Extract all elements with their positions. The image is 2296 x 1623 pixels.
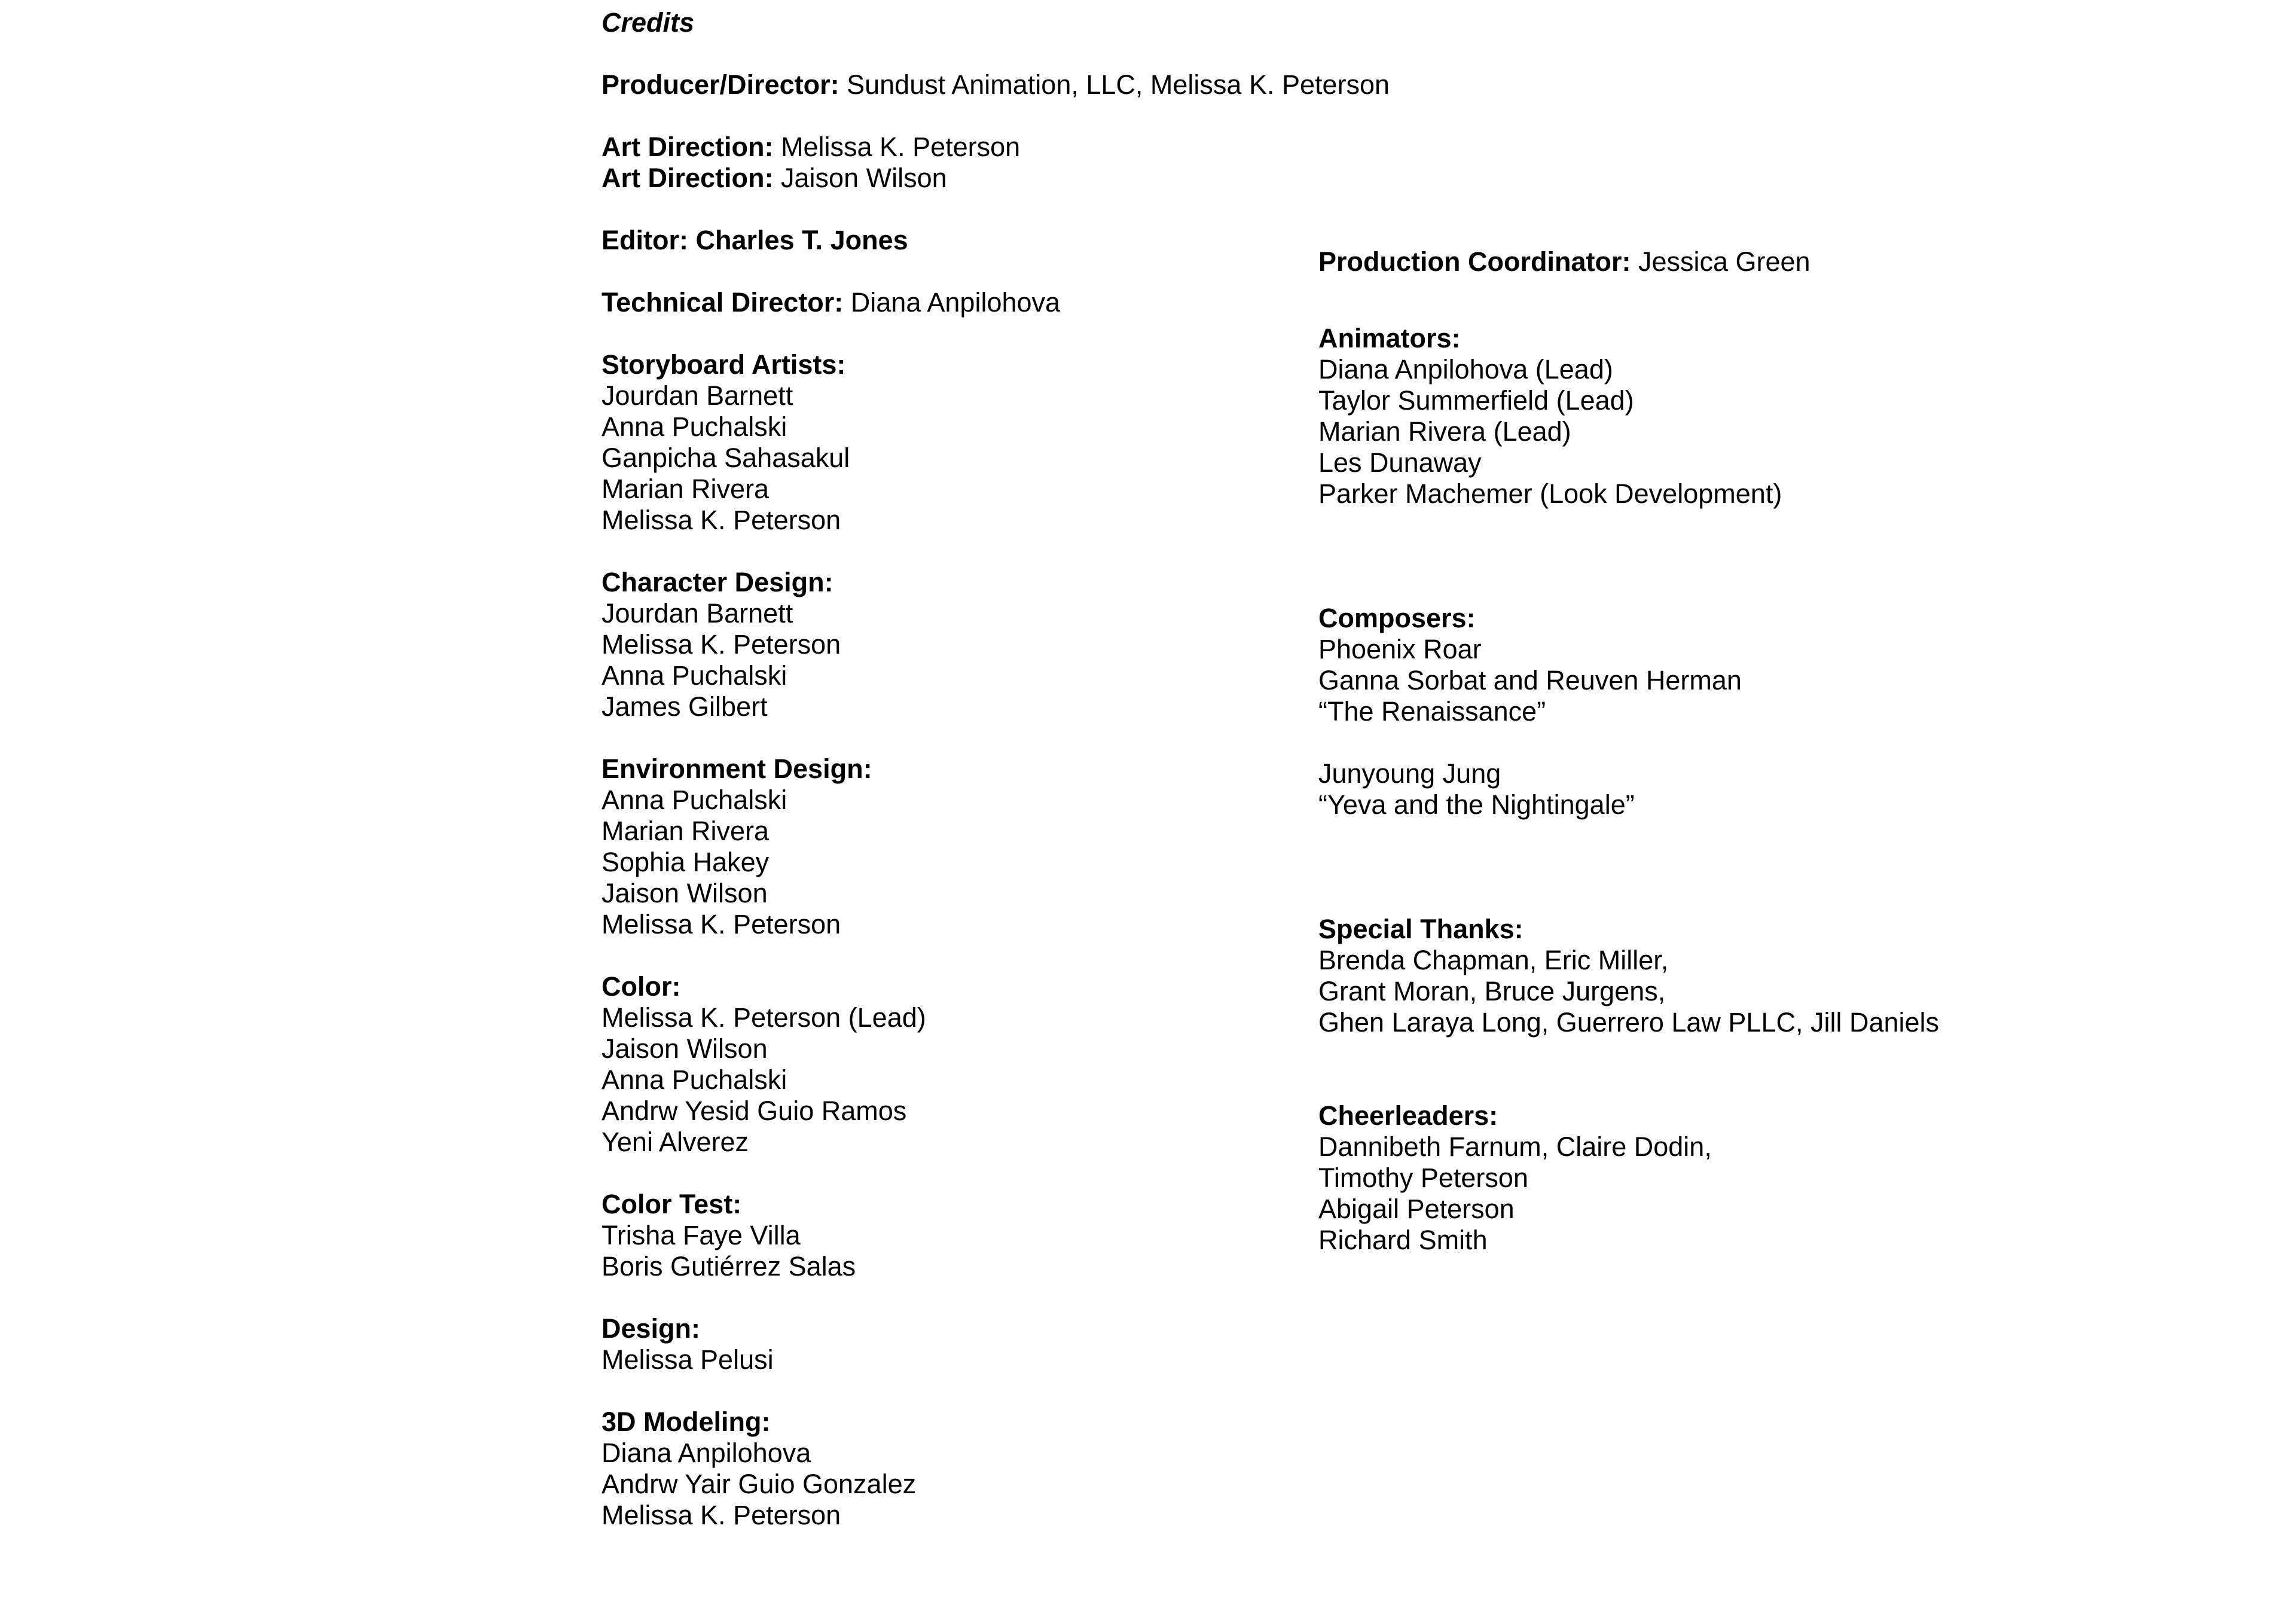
section-heading: Storyboard Artists: — [602, 349, 846, 380]
animators-section — [1318, 323, 2155, 510]
credit-label: Art Direction: — [602, 132, 774, 162]
section-heading: Composers: — [1318, 603, 1476, 633]
credit-name: Melissa K. Peterson — [602, 909, 841, 939]
credit-name: Dannibeth Farnum, Claire Dodin, — [1318, 1131, 1712, 1162]
credit-name: Les Dunaway — [1318, 447, 1482, 478]
credit-value: Jessica Green — [1631, 246, 1810, 277]
design-section — [602, 1313, 1289, 1375]
credit-name: Jourdan Barnett — [602, 598, 793, 629]
credits-right-column — [1318, 0, 2155, 1256]
credit-name: Boris Gutiérrez Salas — [602, 1251, 856, 1282]
credit-name: Abigail Peterson — [1318, 1194, 1515, 1224]
credit-name: Grant Moran, Bruce Jurgens, — [1318, 976, 1666, 1006]
credit-name: Marian Rivera (Lead) — [1318, 416, 1571, 447]
credit-name: Andrw Yesid Guio Ramos — [602, 1096, 907, 1126]
section-heading: Special Thanks: — [1318, 914, 1523, 944]
credit-value: Melissa K. Peterson — [773, 132, 1021, 162]
credit-name: Junyoung Jung — [1318, 758, 1501, 789]
credit-value: Sundust Animation, LLC, Melissa K. Peterson — [839, 69, 1390, 100]
credit-name: Taylor Summerfield (Lead) — [1318, 385, 1634, 416]
section-heading: 3D Modeling: — [602, 1407, 771, 1437]
credit-name: Jaison Wilson — [602, 1033, 768, 1064]
credit-name: Trisha Faye Villa — [602, 1220, 801, 1250]
credit-name: Phoenix Roar — [1318, 634, 1482, 664]
credit-name: Yeni Alverez — [602, 1127, 749, 1157]
credit-name: Melissa K. Peterson — [602, 505, 841, 535]
producer-credit — [602, 69, 1390, 100]
credit-name: Anna Puchalski — [602, 660, 787, 691]
environment-design-section — [602, 753, 1289, 940]
credit-name: Marian Rivera — [602, 474, 770, 504]
song-title: “Yeva and the Nightingale” — [1318, 789, 1635, 820]
credit-label: Production Coordinator: — [1318, 246, 1631, 277]
color-test-section — [602, 1189, 1289, 1282]
character-design-section — [602, 567, 1289, 722]
credit-name: Ganna Sorbat and Reuven Herman — [1318, 665, 1742, 695]
credit-label: Producer/Director: — [602, 69, 839, 100]
section-heading: Design: — [602, 1313, 701, 1344]
credit-name: Anna Puchalski — [602, 785, 787, 815]
credit-name: Anna Puchalski — [602, 1064, 787, 1095]
credit-name: Jaison Wilson — [602, 878, 768, 908]
special-thanks-section — [1318, 914, 2155, 1038]
credit-name: Timothy Peterson — [1318, 1163, 1528, 1193]
section-heading: Animators: — [1318, 323, 1461, 353]
credit-name: Diana Anpilohova (Lead) — [1318, 354, 1613, 385]
credit-name: Marian Rivera — [602, 816, 770, 846]
credit-name: Andrw Yair Guio Gonzalez — [602, 1469, 917, 1499]
credit-name: Melissa K. Peterson — [602, 629, 841, 660]
credit-name: Richard Smith — [1318, 1225, 1488, 1255]
credit-name: Ghen Laraya Long, Guerrero Law PLLC, Jill Daniels — [1318, 1007, 1940, 1038]
credit-name: Parker Machemer (Look Development) — [1318, 478, 1782, 509]
credit-name: Melissa K. Peterson (Lead) — [602, 1002, 926, 1033]
section-heading: Color Test: — [602, 1189, 742, 1219]
section-heading: Color: — [602, 971, 681, 1002]
composers-section — [1318, 603, 2155, 820]
editor-credit: Editor: Charles T. Jones — [602, 225, 908, 255]
song-title: “The Renaissance” — [1318, 696, 1546, 727]
storyboard-section — [602, 349, 1289, 536]
credit-value: Jaison Wilson — [773, 163, 947, 193]
section-heading: Character Design: — [602, 567, 833, 597]
art-direction-section — [602, 132, 1289, 194]
credit-name: Diana Anpilohova — [602, 1438, 811, 1468]
technical-director-credit — [602, 287, 1289, 318]
cheerleaders-section — [1318, 1100, 2155, 1256]
credit-name: James Gilbert — [602, 691, 768, 722]
color-section — [602, 971, 1289, 1158]
credit-label: Technical Director: — [602, 287, 844, 318]
page-title: Credits — [602, 7, 695, 38]
credit-name: Brenda Chapman, Eric Miller, — [1318, 945, 1669, 975]
credit-name: Ganpicha Sahasakul — [602, 443, 850, 473]
production-coordinator-credit — [1318, 246, 2155, 277]
credit-name: Jourdan Barnett — [602, 380, 793, 411]
credit-name: Sophia Hakey — [602, 847, 770, 877]
credit-name: Anna Puchalski — [602, 411, 787, 442]
section-heading: Environment Design: — [602, 753, 872, 784]
credit-name: Melissa Pelusi — [602, 1344, 774, 1375]
section-heading: Cheerleaders: — [1318, 1100, 1498, 1131]
art-direction-credit — [602, 132, 1289, 163]
art-direction-credit — [602, 163, 1289, 194]
3d-modeling-section — [602, 1407, 1289, 1531]
credit-value: Diana Anpilohova — [843, 287, 1061, 318]
credit-label: Art Direction: — [602, 163, 774, 193]
credit-name: Melissa K. Peterson — [602, 1500, 841, 1530]
